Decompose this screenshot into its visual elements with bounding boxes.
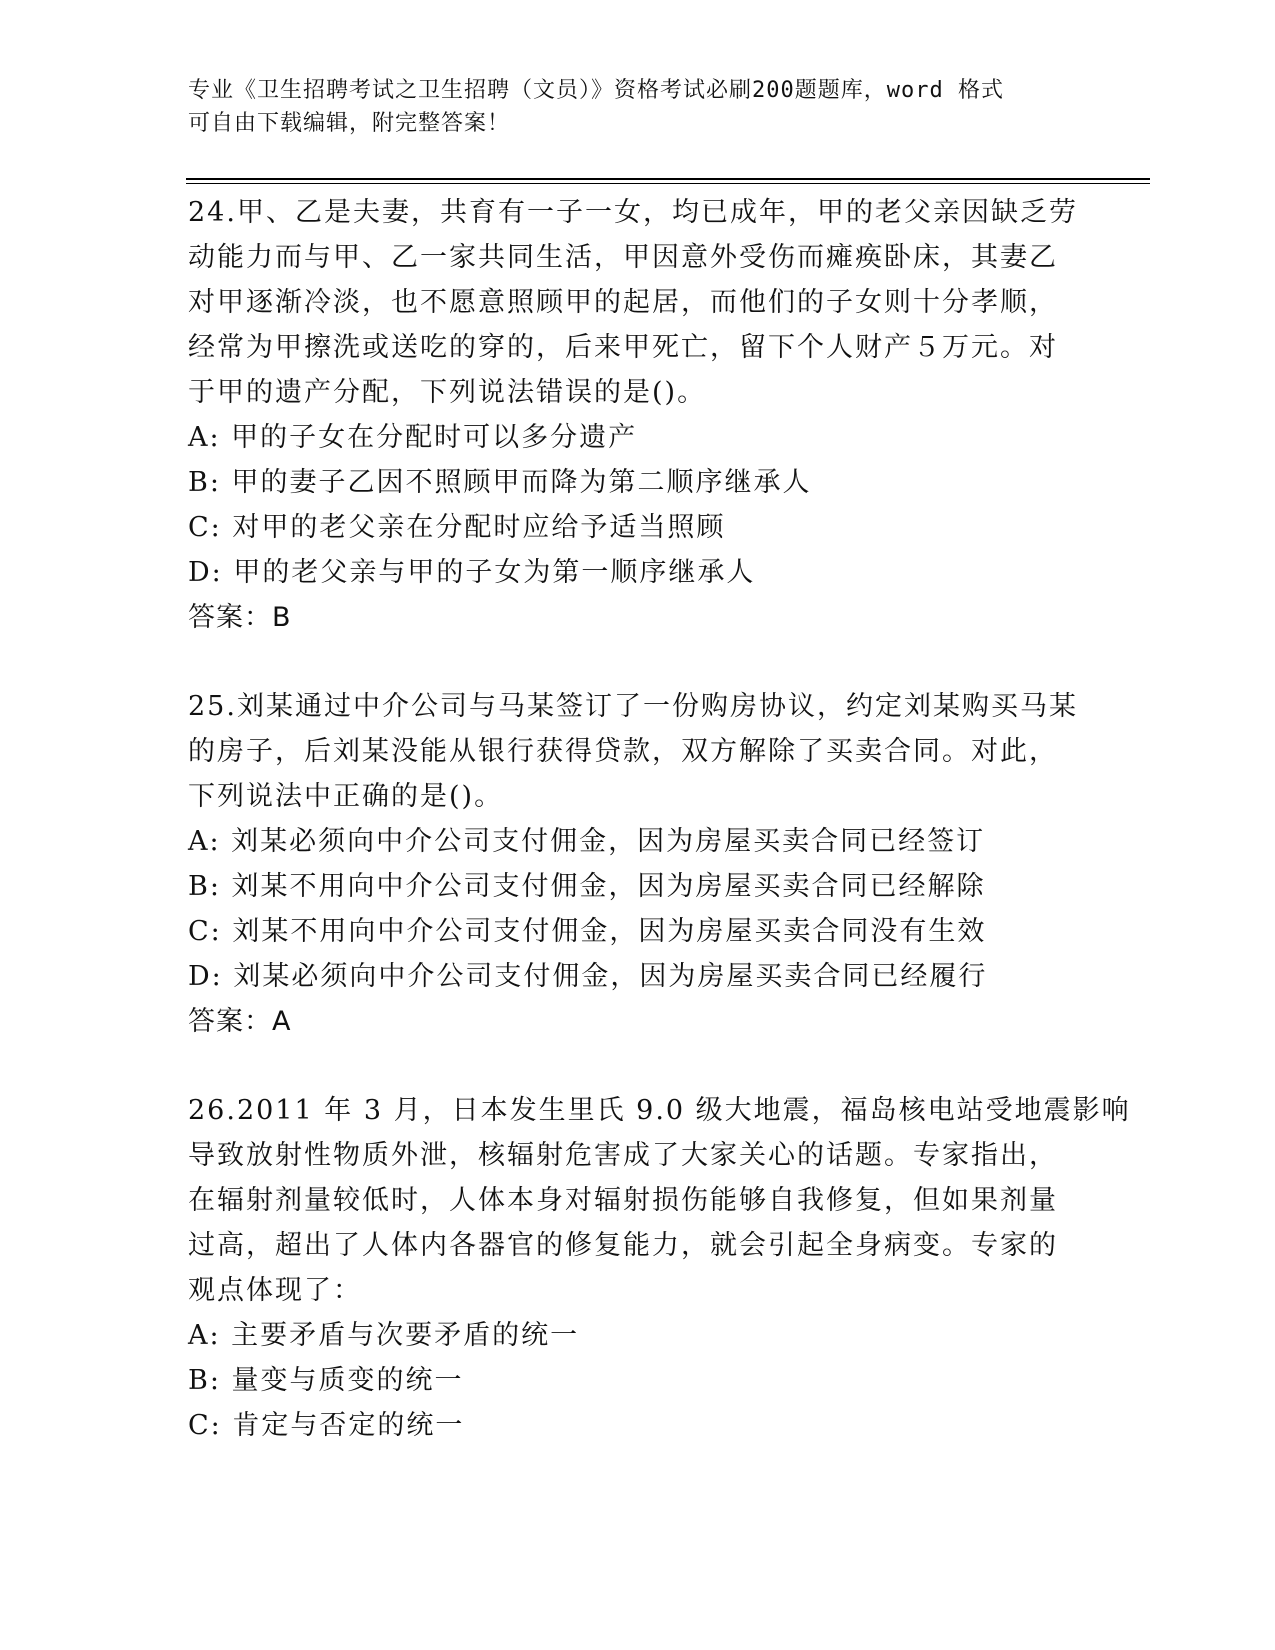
question-stem-line: 观点体现了： <box>188 1275 362 1306</box>
question-stem-line: 导致放射性物质外泄，核辐射危害成了大家关心的话题。专家指出， <box>188 1140 1058 1171</box>
option-c: C: 对甲的老父亲在分配时应给予适当照顾 <box>188 512 726 543</box>
option-a: A: 主要矛盾与次要矛盾的统一 <box>188 1320 580 1351</box>
question-stem-line: 26.2011 年 3 月，日本发生里氏 9.0 级大地震，福岛核电站受地震影响 <box>188 1095 1131 1126</box>
question-stem-line: 25.刘某通过中介公司与马某签订了一份购房协议，约定刘某购买马某 <box>188 691 1078 722</box>
document-header <box>188 74 1068 140</box>
option-c: C: 刘某不用向中介公司支付佣金，因为房屋买卖合同没有生效 <box>188 916 987 947</box>
option-a: A: 刘某必须向中介公司支付佣金，因为房屋买卖合同已经签订 <box>188 826 986 857</box>
option-b: B: 量变与质变的统一 <box>188 1365 464 1396</box>
option-c: C: 肯定与否定的统一 <box>188 1410 465 1441</box>
question-stem-line: 于甲的遗产分配，下列说法错误的是()。 <box>188 377 707 408</box>
header-divider-thick <box>186 178 1150 180</box>
question-stem-line: 24.甲、乙是夫妻，共育有一子一女，均已成年，甲的老父亲因缺乏劳 <box>188 197 1078 228</box>
option-b: B: 刘某不用向中介公司支付佣金，因为房屋买卖合同已经解除 <box>188 871 986 902</box>
answer-label: 答案：A <box>188 1006 292 1037</box>
question-stem-line: 过高，超出了人体内各器官的修复能力，就会引起全身病变。专家的 <box>188 1230 1058 1261</box>
question-stem-line: 的房子，后刘某没能从银行获得贷款，双方解除了买卖合同。对此， <box>188 736 1058 767</box>
question-stem-line: 在辐射剂量较低时，人体本身对辐射损伤能够自我修复，但如果剂量 <box>188 1185 1058 1216</box>
question-stem-line: 经常为甲擦洗或送吃的穿的，后来甲死亡，留下个人财产５万元。对 <box>188 332 1058 363</box>
answer-label: 答案：B <box>188 602 292 633</box>
question-stem-line: 对甲逐渐冷淡，也不愿意照顾甲的起居，而他们的子女则十分孝顺， <box>188 287 1058 318</box>
question-25 <box>188 684 1088 1044</box>
question-stem-line: 动能力而与甲、乙一家共同生活，甲因意外受伤而瘫痪卧床，其妻乙 <box>188 242 1058 273</box>
option-a: A: 甲的子女在分配时可以多分遗产 <box>188 422 638 453</box>
header-divider-thin <box>186 183 1150 184</box>
header-line-2: 可自由下载编辑，附完整答案！ <box>188 111 511 136</box>
option-d: D: 刘某必须向中介公司支付佣金，因为房屋买卖合同已经履行 <box>188 961 988 992</box>
question-24 <box>188 190 1088 640</box>
header-line-1: 专业《卫生招聘考试之卫生招聘（文员）》资格考试必刷200题题库，word 格式 <box>188 78 1004 103</box>
question-26 <box>188 1088 1131 1448</box>
question-stem-line: 下列说法中正确的是()。 <box>188 781 504 812</box>
option-b: B: 甲的妻子乙因不照顾甲而降为第二顺序继承人 <box>188 467 812 498</box>
question-list <box>188 190 1131 1492</box>
option-d: D: 甲的老父亲与甲的子女为第一顺序继承人 <box>188 557 756 588</box>
